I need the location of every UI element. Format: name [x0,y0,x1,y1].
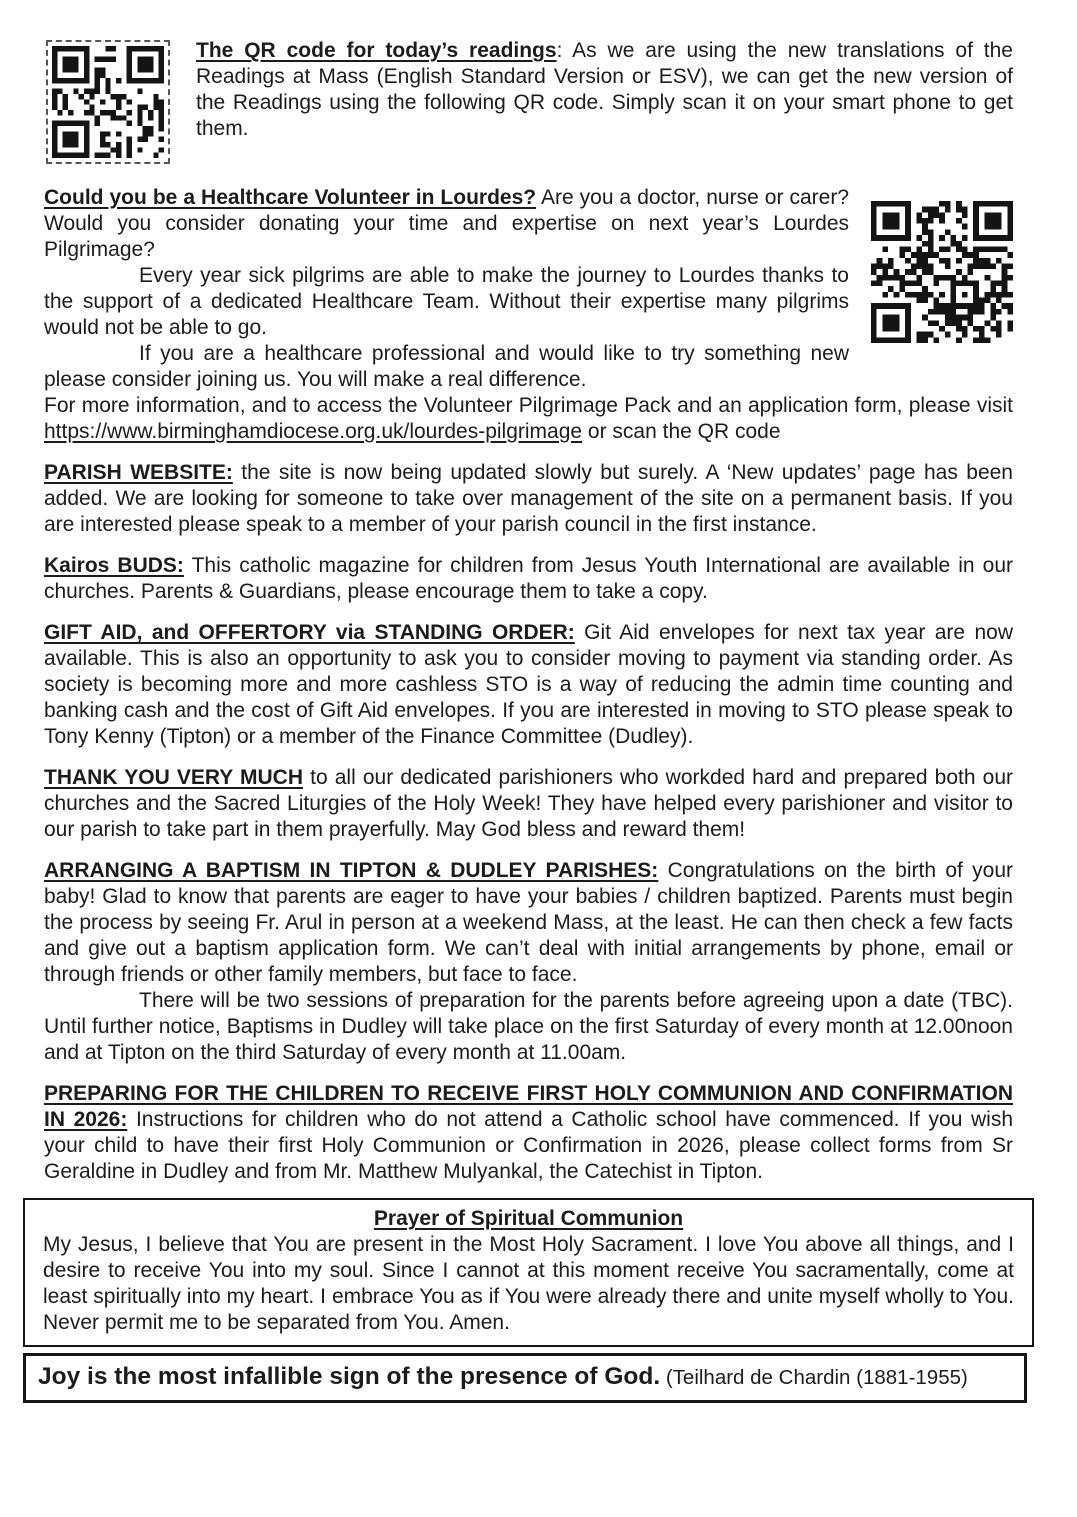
lourdes-intro: Are you a doctor, nurse or carer? Would you consider donating your time and expertise on next year’s Lourdes Pilgrimage? [44,186,849,261]
thank-you-paragraph [44,765,1013,843]
thank-you-heading: THANK YOU VERY MUCH [44,766,303,789]
parish-website-paragraph [44,460,1013,538]
section-gift-aid [44,620,1013,750]
prayer-title: Prayer of Spiritual Communion [373,1207,684,1230]
quote-text: Joy is the most infallible sign of the presence of God. [38,1363,661,1390]
qr-readings-colon: : [556,39,573,62]
lourdes-paragraph-3: If you are a healthcare professional and would like to try something new please consider joining us. You will make a real difference. [44,342,849,391]
prayer-box [23,1198,1034,1347]
qr-code-readings-icon [46,40,170,164]
kairos-buds-paragraph [44,553,1013,605]
first-communion-paragraph [44,1081,1013,1185]
section-qr-readings [44,38,1013,170]
kairos-buds-heading: Kairos BUDS: [44,554,184,577]
qr-code-lourdes-icon [871,201,1013,343]
qr-readings-paragraph [44,38,1013,142]
baptism-body: Congratulations on the birth of your baby! Glad to know that parents are eager to have your babies / children baptized. Parents must begin the process by seeing Fr. Arul in person at a weekend Mass, at the least. He can then check a few facts and give out a baptism application form. We can’t deal with initial arrangements by phone, email or through friends or other family members, but face to face. [44,859,1013,986]
quote-box [23,1353,1027,1403]
qr-readings-body: As we are using the new translations of the Readings at Mass (English Standard Version or ESV), we can get the new version of the Readings using the following QR code. Simply scan it on your smart phone to get them. [196,39,1013,140]
first-communion-heading: PREPARING FOR THE CHILDREN TO RECEIVE FIRST HOLY COMMUNION AND CONFIRMATION IN 2026: [44,1082,1013,1131]
section-kairos-buds [44,553,1013,605]
gift-aid-paragraph [44,620,1013,750]
lourdes-intro-paragraph [44,185,1013,263]
lourdes-paragraph-2: Every year sick pilgrims are able to make the journey to Lourdes thanks to the support of a dedicated Healthcare Team. Without their expertise many pilgrims would not be able to go. [44,264,849,339]
gift-aid-body: Git Aid envelopes for next tax year are now available. This is also an opportunity to ask you to consider moving to payment via standing order. As society is becoming more and more cashless STO is a way of reducing the admin time counting and banking cash and the cost of Gift Aid envelopes. If you are interested in moving to STO please speak to Tony Kenny (Tipton) or a member of the Finance Committee (Dudley). [44,621,1013,748]
thank-you-body: to all our dedicated parishioners who workded hard and prepared both our churches and the Sacred Liturgies of the Holy Week! They have helped every parishioner and visitor to our parish to take part in them prayerfully. May God bless and reward them! [44,766,1013,841]
lourdes-heading: Could you be a Healthcare Volunteer in Lourdes? [44,186,537,209]
gift-aid-heading: GIFT AID, and OFFERTORY via STANDING ORDER: [44,621,575,644]
lourdes-para4-after: or scan the QR code [582,420,781,443]
parish-website-heading: PARISH WEBSITE: [44,461,233,484]
first-communion-body: Instructions for children who do not attend a Catholic school have commenced. If you wish your child to have their first Holy Communion or Confirmation in 2026, please collect forms from Sr Geraldine in Dudley and from Mr. Matthew Mulyankal, the Catechist in Tipton. [44,1108,1013,1183]
kairos-buds-body: This catholic magazine for children from Jesus Youth International are available in our churches. Parents & Guardians, please encourage them to take a copy. [44,554,1013,603]
lourdes-pilgrimage-link[interactable]: https://www.birminghamdiocese.org.uk/lourdes-pilgrimage [44,420,583,443]
lourdes-paragraph-4 [44,393,1013,445]
prayer-body: My Jesus, I believe that You are present in the Most Holy Sacrament. I love You above all things, and I desire to receive You into my soul. Since I cannot at this moment receive You sacramentally, come at least spiritually into my heart. I embrace You as if You were already there and unite myself wholly to You. Never permit me to be separated from You. Amen. [43,1233,1014,1334]
baptism-paragraph-1 [44,858,1013,988]
baptism-heading: ARRANGING A BAPTISM IN TIPTON & DUDLEY PARISHES: [44,859,659,882]
section-parish-website [44,460,1013,538]
lourdes-para4-before: For more information, and to access the Volunteer Pilgrimage Pack and an application form, please visit [44,394,1013,417]
section-lourdes-volunteer [44,185,1013,445]
section-baptism [44,858,1013,1066]
parish-website-body: the site is now being updated slowly but surely. A ‘New updates’ page has been added. We are looking for someone to take over management of the site on a permanent basis. If you are interested please speak to a member of your parish council in the first instance. [44,461,1013,536]
section-thank-you [44,765,1013,843]
section-first-communion [44,1081,1013,1185]
baptism-paragraph-2: There will be two sessions of preparation for the parents before agreeing upon a date (TBC). Until further notice, Baptisms in Dudley will take place on the first Saturday of every month at 12.00noon and at Tipton on the third Saturday of every month at 11.00am. [44,989,1013,1064]
quote-attribution: (Teilhard de Chardin (1881-1955) [660,1366,968,1389]
qr-readings-heading: The QR code for today’s readings [196,39,557,62]
